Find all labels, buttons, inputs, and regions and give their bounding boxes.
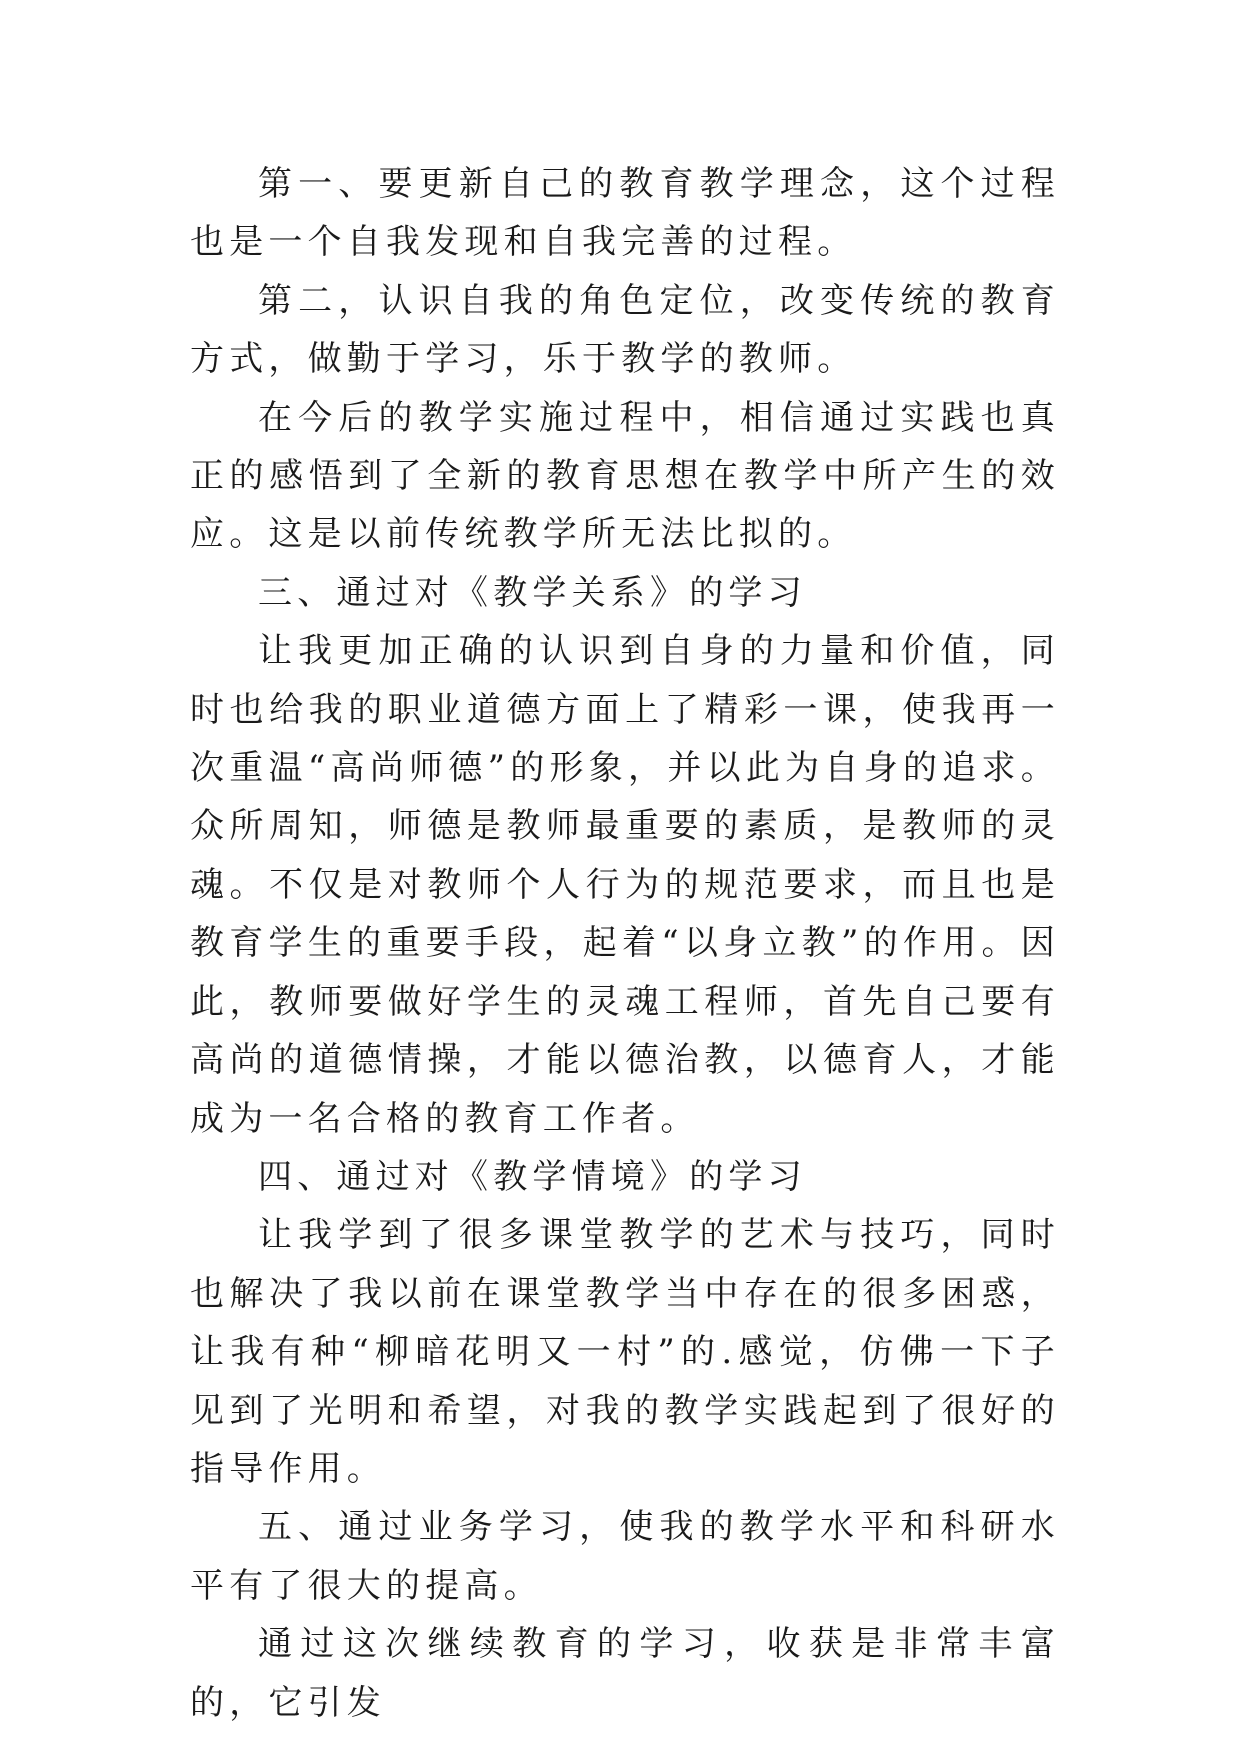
paragraph-5: 让我学到了很多课堂教学的艺术与技巧，同时也解决了我以前在课堂教学当中存在的很多困惑，让我有种“柳暗花明又一村”的.感觉，仿佛一下子见到了光明和希望，对我的教学实践起到了很好的指导作用。 <box>190 1215 1060 1489</box>
paragraph-6: 通过这次继续教育的学习，收获是非常丰富的，它引发 <box>190 1624 1060 1723</box>
section-heading-5: 五、通过业务学习，使我的教学水平和科研水平有了很大的提高。 <box>190 1507 1060 1606</box>
document-body <box>190 155 1060 1732</box>
paragraph-3: 在今后的教学实施过程中，相信通过实践也真正的感悟到了全新的教育思想在教学中所产生的效应。这是以前传统教学所无法比拟的。 <box>190 397 1060 555</box>
section-heading-4: 四、通过对《教学情境》的学习 <box>258 1156 807 1197</box>
section-heading-3: 三、通过对《教学关系》的学习 <box>258 572 807 613</box>
paragraph-2: 第二，认识自我的角色定位，改变传统的教育方式，做勤于学习，乐于教学的教师。 <box>190 280 1060 380</box>
paragraph-4: 让我更加正确的认识到自身的力量和价值，同时也给我的职业道德方面上了精彩一课，使我再一次重温“高尚师德”的形象，并以此为自身的追求。众所周知，师德是教师最重要的素质，是教师的灵魂。不仅是对教师个人行为的规范要求，而且也是教育学生的重要手段，起着“以身立教”的作用。因此，教师要做好学生的灵魂工程师，首先自己要有高尚的道德情操，才能以德治教，以德育人，才能成为一名合格的教育工作者。 <box>190 631 1060 1139</box>
paragraph-1: 第一、要更新自己的教育教学理念，这个过程也是一个自我发现和自我完善的过程。 <box>190 164 1060 263</box>
